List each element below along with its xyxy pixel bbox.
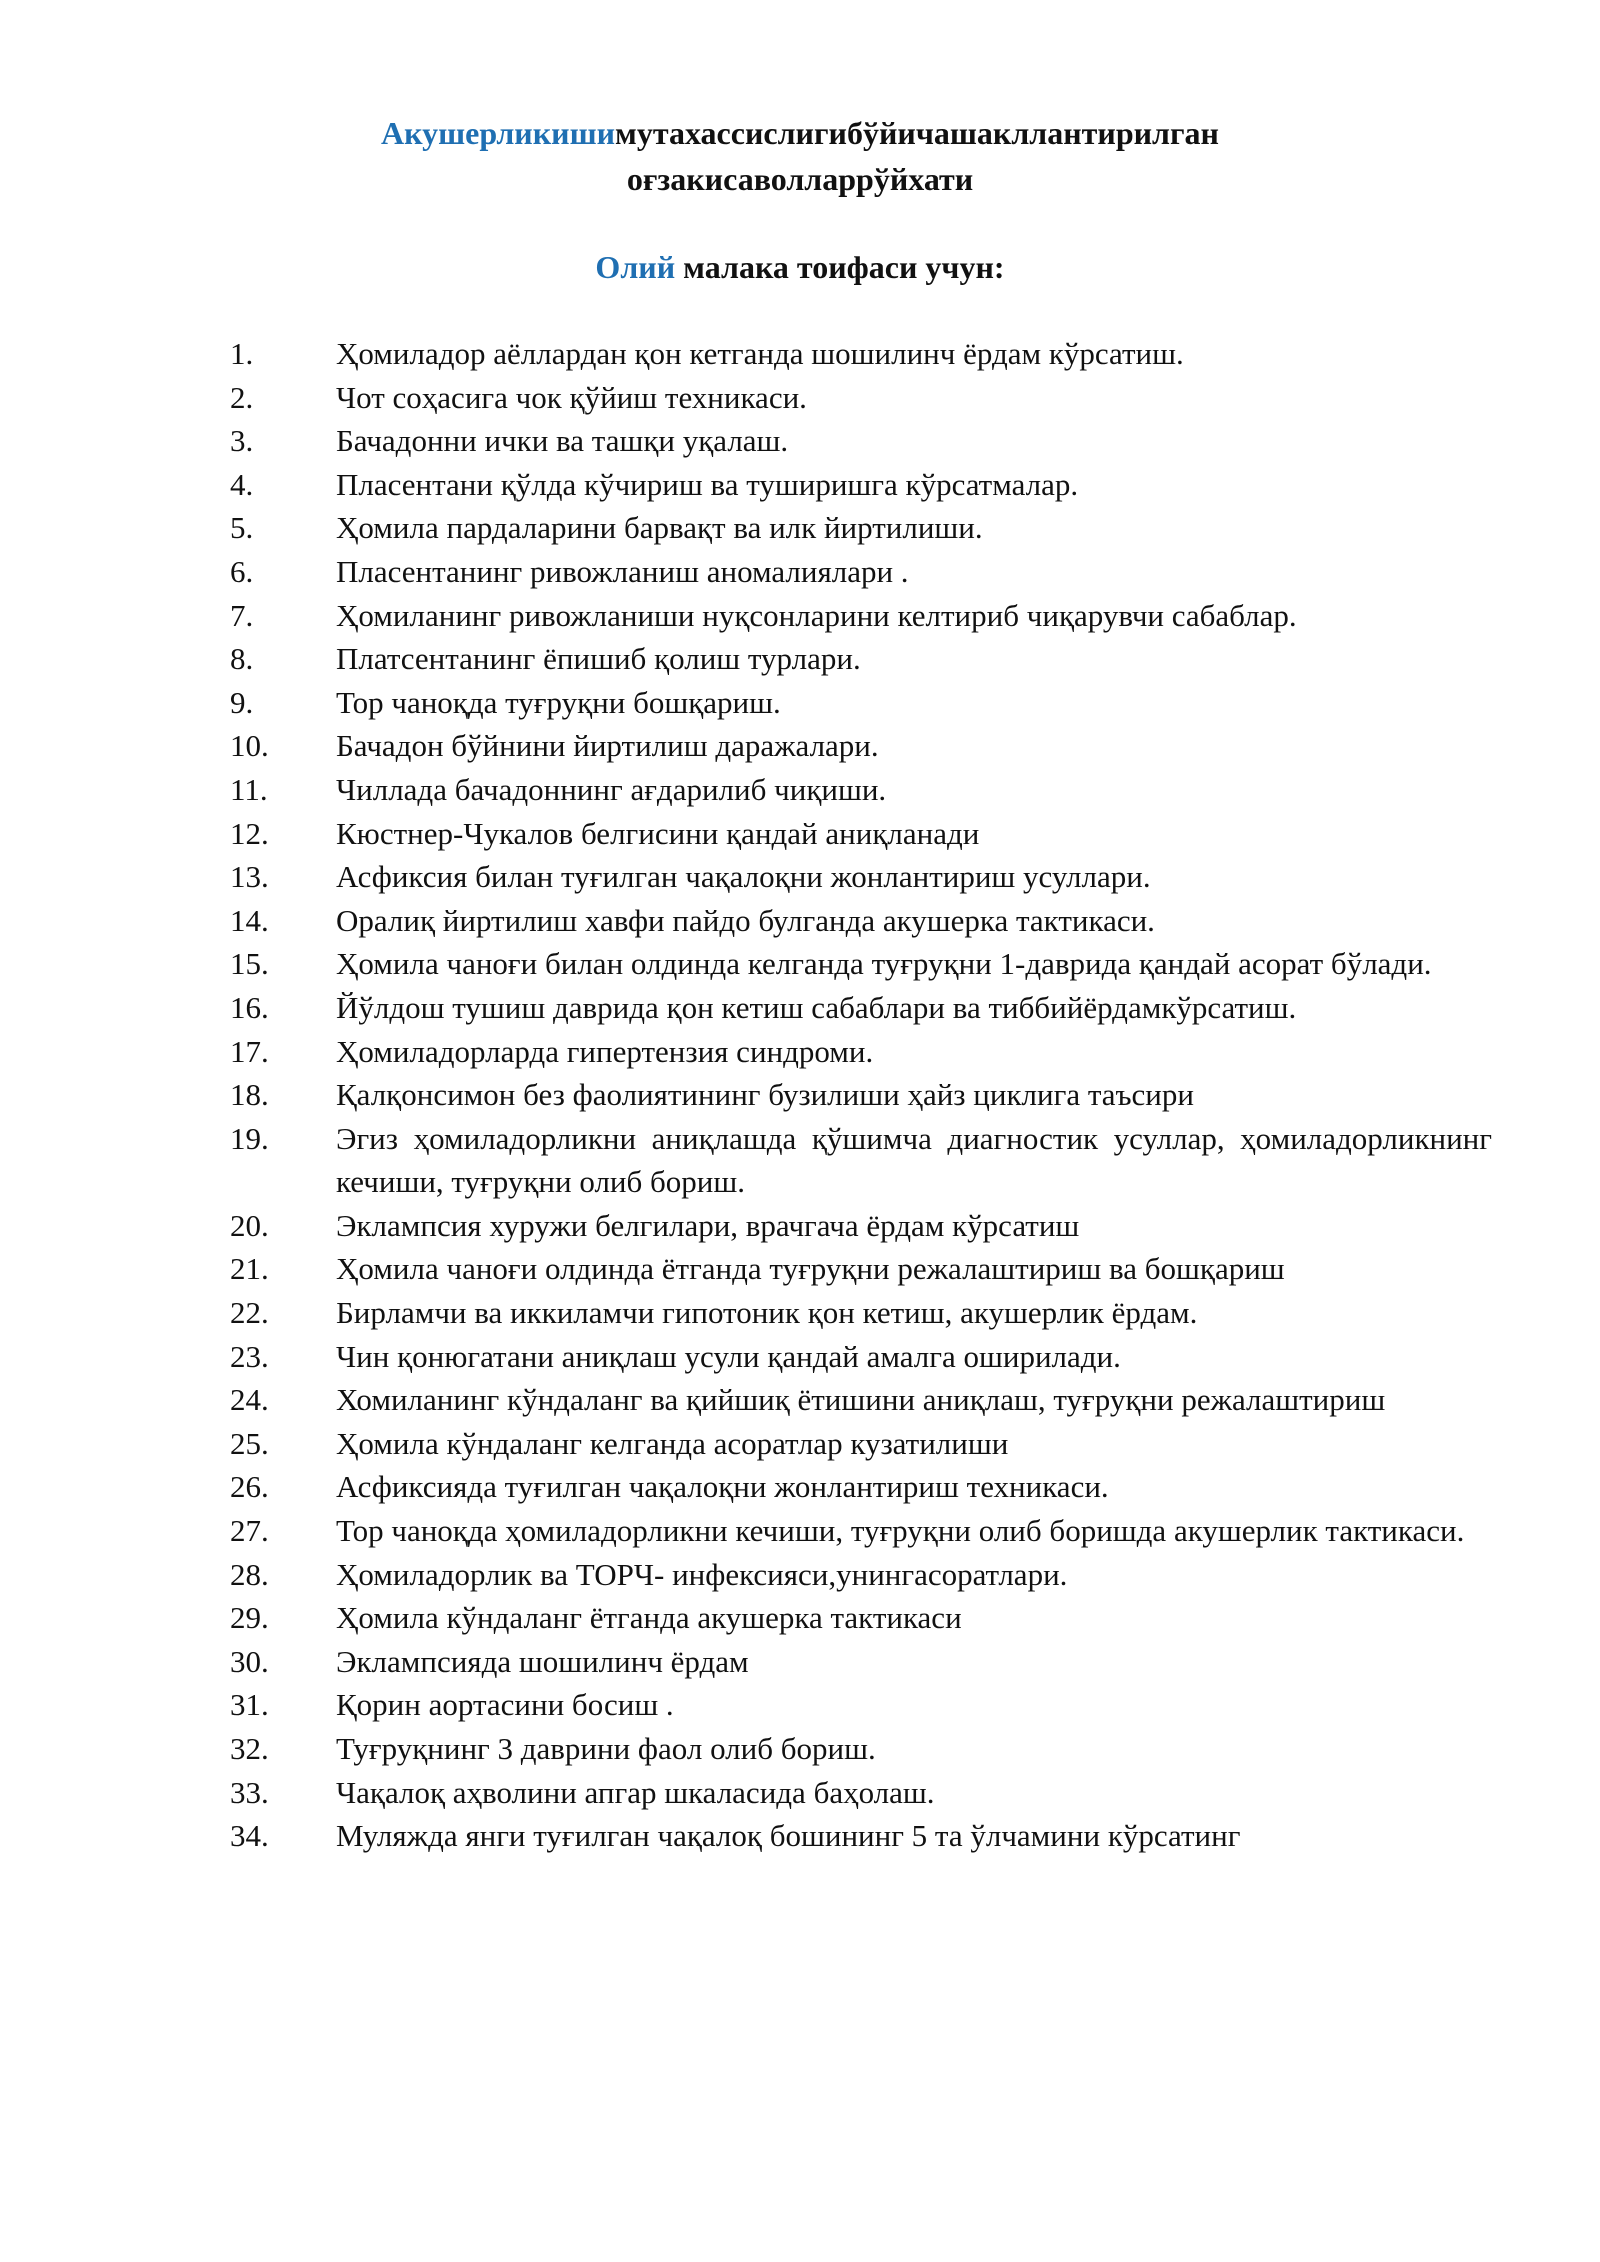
list-item-text: Тор чаноқда туғруқни бошқариш. [336, 684, 781, 720]
list-item-number: 14. [230, 902, 269, 938]
list-item-number: 5. [230, 510, 254, 546]
question-list [230, 332, 1492, 1858]
list-item-text: Эклампсияда шошилинч ёрдам [336, 1643, 749, 1679]
list-item-number: 4. [230, 466, 254, 502]
list-item-text: Чин қонюгатани аниқлаш усули қандай амалга оширилади. [336, 1338, 1121, 1374]
list-item [230, 1335, 1492, 1379]
title-rest: мутахассислигибўйичашакллантирилган [615, 115, 1219, 151]
list-item [230, 376, 1492, 420]
list-item [230, 550, 1492, 594]
list-item [230, 1771, 1492, 1815]
list-item-number: 24. [230, 1382, 269, 1418]
list-item-text: Ҳомиладорлик ва ТОРЧ- инфексияси,унингасоратлари. [336, 1556, 1068, 1592]
list-item [230, 419, 1492, 463]
list-item-text: Чиллада бачадоннинг ағдарилиб чиқиши. [336, 771, 887, 807]
list-item [230, 1204, 1492, 1248]
list-item [230, 1073, 1492, 1117]
list-item-text: Ҳомила кўндаланг келганда асоратлар кузатилиши [336, 1425, 1009, 1461]
list-item-number: 30. [230, 1643, 269, 1679]
list-item-number: 26. [230, 1469, 269, 1505]
list-item [230, 681, 1492, 725]
list-item-number: 2. [230, 379, 254, 415]
list-item-text: Пласентани қўлда кўчириш ва туширишга кўрсатмалар. [336, 466, 1079, 502]
list-item-number: 32. [230, 1731, 269, 1766]
list-item-number: 16. [230, 989, 269, 1025]
list-item [230, 1727, 1492, 1771]
list-item [230, 768, 1492, 812]
list-item-number: 29. [230, 1600, 269, 1636]
list-item [230, 1117, 1492, 1204]
list-item-number: 18. [230, 1077, 269, 1113]
list-item [230, 1640, 1492, 1684]
list-item-number: 13. [230, 859, 269, 895]
subtitle-accent-word: Олий [595, 249, 676, 285]
list-item [230, 1814, 1492, 1858]
list-item-text: Оралиқ йиртилиш хавфи пайдо булганда акушерка тактикаси. [336, 902, 1155, 938]
list-item-number: 8. [230, 641, 254, 677]
list-item [230, 1465, 1492, 1509]
list-item [230, 1378, 1492, 1422]
list-item [230, 1030, 1492, 1074]
list-item-text: Ҳомиланинг ривожланиши нуқсонларини келтириб чиқарувчи сабаблар. [336, 597, 1297, 633]
list-item-text: Пласентанинг ривожланиш аномалиялари . [336, 553, 909, 589]
list-item [230, 1509, 1492, 1553]
list-item-text: Эклампсия хуружи белгилари, врачгача ёрдам кўрсатиш [336, 1207, 1080, 1243]
list-item-number: 3. [230, 423, 254, 459]
list-item-text: Хомиланинг кўндаланг ва қийшиқ ётишини аниқлаш, туғруқни режалаштириш [336, 1382, 1386, 1418]
list-item-number: 25. [230, 1425, 269, 1461]
list-item-text: Ҳомила чаноғи билан олдинда келганда туғруқни 1-даврида қандай асорат бўлади. [336, 946, 1432, 982]
list-item-text: Тор чаноқда ҳомиладорликни кечиши, туғруқни олиб боришда акушерлик тактикаси. [336, 1513, 1465, 1549]
list-item-number: 9. [230, 684, 254, 720]
list-item-text: Ҳомила пардаларини барвақт ва илк йиртилиши. [336, 510, 983, 546]
list-item-number: 33. [230, 1774, 269, 1810]
list-item-number: 10. [230, 728, 269, 764]
list-item-number: 31. [230, 1687, 269, 1723]
list-item [230, 332, 1492, 376]
list-item [230, 594, 1492, 638]
list-item-text: Ҳомила кўндаланг ётганда акушерка тактикаси [336, 1600, 962, 1636]
list-item-text: Туғруқнинг 3 даврини фаол олиб бориш. [336, 1731, 876, 1766]
list-item-number: 23. [230, 1338, 269, 1374]
list-item [230, 637, 1492, 681]
list-item [230, 942, 1492, 986]
list-item-number: 11. [230, 771, 268, 807]
list-item-text: Ҳомиладорларда гипертензия синдроми. [336, 1033, 874, 1069]
list-item [230, 1683, 1492, 1727]
list-item-text: Ҳомиладор аёллардан қон кетганда шошилинч ёрдам кўрсатиш. [336, 336, 1184, 371]
list-item [230, 506, 1492, 550]
list-item-text: Муляжда янги туғилган чақалоқ бошининг 5 та ўлчамини кўрсатинг [336, 1818, 1241, 1854]
list-item-text: Бачадон бўйнини йиртилиш даражалари. [336, 728, 879, 764]
list-item [230, 1291, 1492, 1335]
list-item-text: Асфиксияда туғилган чақалоқни жонлантириш техникаси. [336, 1469, 1109, 1505]
list-item-text: Эгиз ҳомиладорликни аниқлашда қўшимча диагностик усуллар, ҳомиладорликнинг кечиши, туғруқни олиб бориш. [336, 1120, 1492, 1200]
list-item-text: Бачадонни ички ва ташқи уқалаш. [336, 423, 789, 459]
list-item [230, 986, 1492, 1030]
list-item-text: Чақалоқ аҳволини апгар шкаласида баҳолаш. [336, 1774, 935, 1810]
list-item-text: Кюстнер-Чукалов белгисини қандай аниқланади [336, 815, 980, 851]
list-item-number: 7. [230, 597, 254, 633]
document-subtitle [0, 244, 1600, 290]
list-item-number: 15. [230, 946, 269, 982]
list-item-number: 28. [230, 1556, 269, 1592]
list-item-number: 1. [230, 336, 254, 371]
list-item [230, 724, 1492, 768]
list-item-text: Бирламчи ва иккиламчи гипотоник қон кетиш, акушерлик ёрдам. [336, 1295, 1198, 1331]
list-item [230, 1422, 1492, 1466]
list-item-text: Йўлдош тушиш даврида қон кетиш сабаблари ва тиббийёрдамкўрсатиш. [336, 989, 1297, 1025]
list-item-number: 27. [230, 1513, 269, 1549]
document-title [0, 110, 1600, 202]
title-line-2: оғзакисаволларрўйхати [626, 161, 974, 197]
list-item-text: Қорин аортасини босиш . [336, 1687, 674, 1723]
list-item-number: 34. [230, 1818, 269, 1854]
subtitle-rest: малака тоифаси учун: [675, 249, 1005, 285]
list-item [230, 812, 1492, 856]
list-item-number: 17. [230, 1033, 269, 1069]
title-line-1 [0, 110, 1600, 156]
list-item [230, 1247, 1492, 1291]
list-item-number: 19. [230, 1120, 269, 1156]
list-item-number: 6. [230, 553, 254, 589]
list-item-text: Қалқонсимон без фаолиятининг бузилиши ҳайз циклига таъсири [336, 1077, 1194, 1113]
list-item [230, 1553, 1492, 1597]
title-accent-word: Акушерликиши [381, 115, 616, 151]
list-item-number: 21. [230, 1251, 269, 1287]
list-item-text: Асфиксия билан туғилган чақалоқни жонлантириш усуллари. [336, 859, 1151, 895]
list-item-text: Чот соҳасига чок қўйиш техникаси. [336, 379, 807, 415]
list-item-text: Платсентанинг ёпишиб қолиш турлари. [336, 641, 861, 677]
list-item-number: 20. [230, 1207, 269, 1243]
list-item [230, 1596, 1492, 1640]
list-item [230, 899, 1492, 943]
list-item-text: Ҳомила чаноғи олдинда ётганда туғруқни режалаштириш ва бошқариш [336, 1251, 1285, 1287]
list-item-number: 22. [230, 1295, 269, 1331]
list-item-number: 12. [230, 815, 269, 851]
list-item [230, 855, 1492, 899]
list-item [230, 463, 1492, 507]
